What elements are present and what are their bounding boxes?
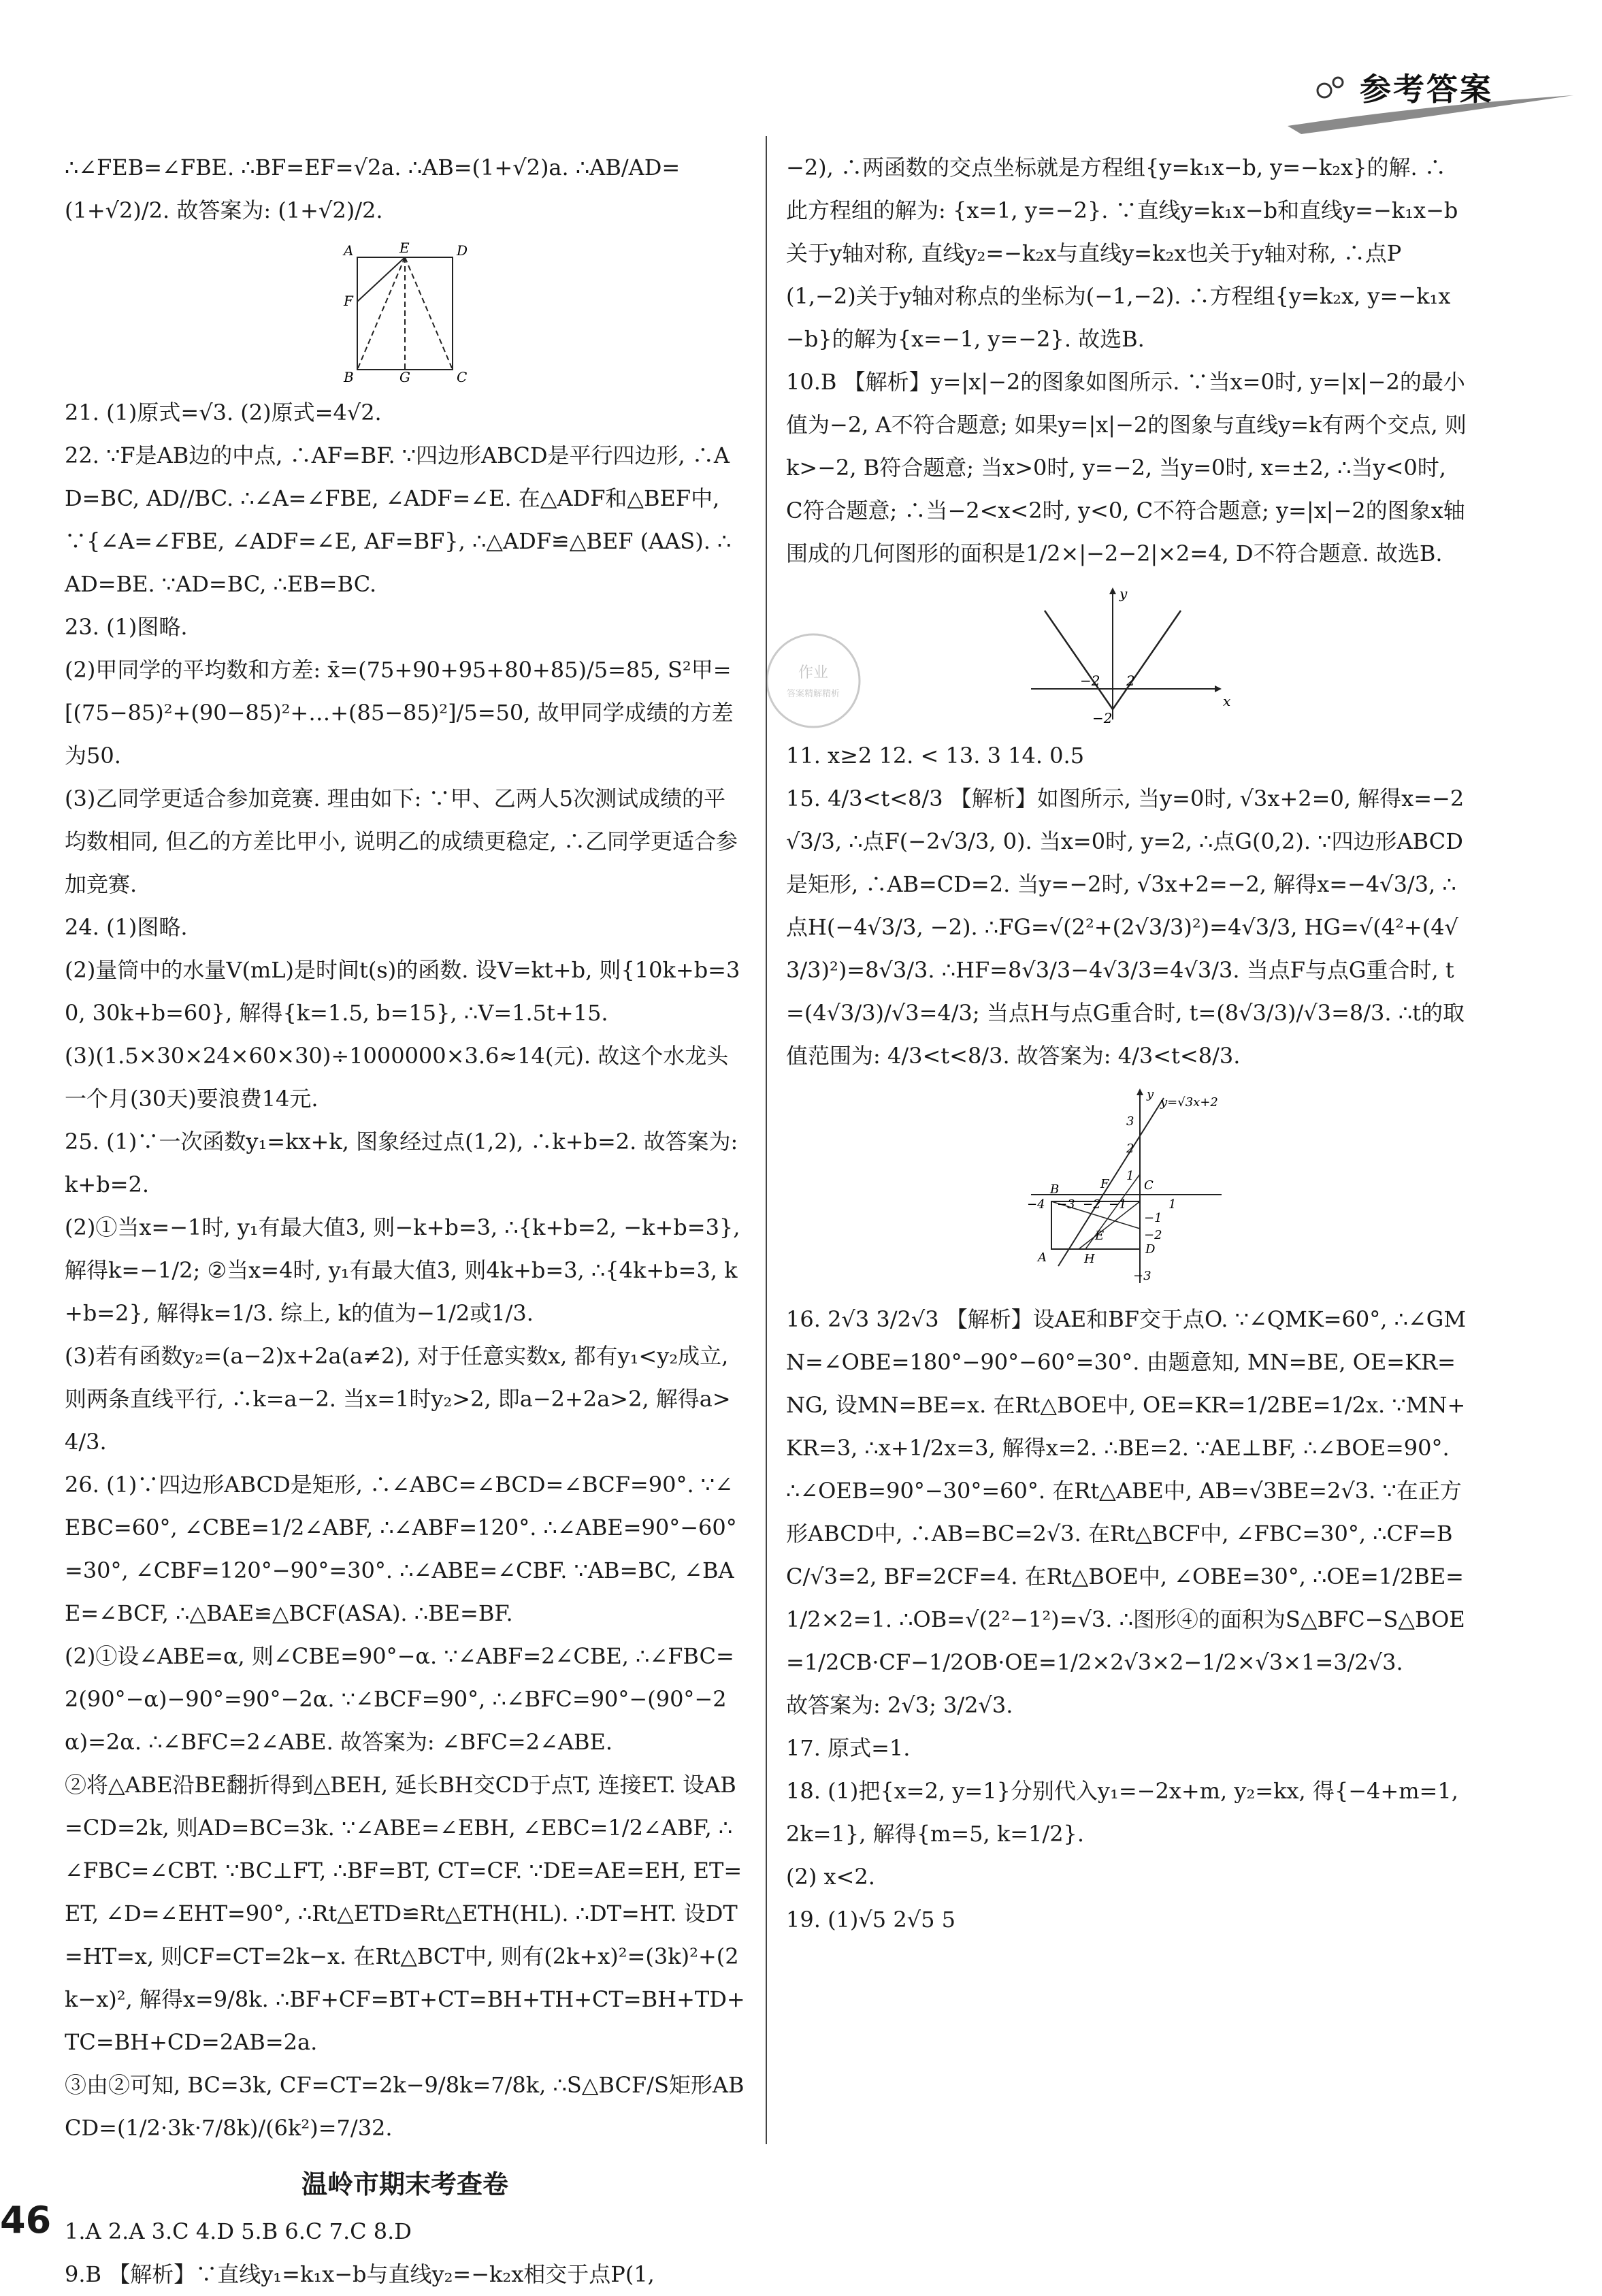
- line-graph-equation: y=√3x+2: [1160, 1095, 1218, 1110]
- answer-19: 19. (1)√5 2√5 5: [786, 1907, 955, 1933]
- answer-24-1: 24. (1)图略.: [65, 914, 188, 940]
- answer-15: 15. 4/3<t<8/3 【解析】如图所示, 当y=0时, √3x+2=0, 解得x=−2√3/3, ∴点F(−2√3/3, 0). 当x=0时, y=2, ∴点G(0,2). ∵四边形ABCD是矩形, ∴AB=CD=2. 当y=−2时, √3x+2=−2, 解得x=−4√3/3, ∴点H(−4√3/3, −2). ∴FG=√(2²+(2√3/3)²)=4√3/3, HG=√(4²+(4√3/3)²)=8√3/3. ∴HF=8√3/3−4√3/3=4√3/3. 当点F与点G重合时, t=(4√3/3)/√3=4/3; 当点H与点G重合时, t=(8√3/3)/√3=8/3. ∴t的取值范围为: 4/3<t<8/3. 故答案为: 4/3<t<8/3.: [786, 786, 1465, 1069]
- fig-label-f: F: [344, 293, 353, 309]
- rectangle-figure: [337, 240, 473, 383]
- answer-23-2: (2)甲同学的平均数和方差: x̄=(75+90+95+80+85)/5=85, S²甲=[(75−85)²+(90−85)²+…+(85−85)²]/5=50, 故甲同学成绩的方差为50.: [65, 657, 734, 769]
- left-column: [65, 146, 745, 2296]
- answers-11-14: 11. x≥2 12. < 13. 3 14. 0.5: [786, 743, 1085, 769]
- right-column: [786, 146, 1467, 1941]
- section-title: 温岭市期末考查卷: [301, 2169, 508, 2199]
- fig-label-c: C: [457, 369, 468, 385]
- answer-23-3: (3)乙同学更适合参加竞赛. 理由如下: ∵甲、乙两人5次测试成绩的平均数相同, 但乙的方差比甲小, 说明乙的成绩更稳定, ∴乙同学更适合参加竞赛.: [65, 786, 738, 897]
- answer-20-cont-a: ∴∠FEB=∠FBE. ∴BF=EF=√2a. ∴AB=(1+√2)a. ∴AB/AD=: [65, 155, 681, 180]
- header-title: 参考答案: [1360, 71, 1493, 108]
- answer-22: 22. ∵F是AB边的中点, ∴AF=BF. ∵四边形ABCD是平行四边形, ∴AD=BC, AD//BC. ∴∠A=∠FBE, ∠ADF=∠E. 在△ADF和△BEF中, ∵{∠A=∠FBE, ∠ADF=∠E, AF=BF}, ∴△ADF≌△BEF (AAS). ∴AD=BE. ∵AD=BC, ∴EB=BC.: [65, 442, 732, 597]
- line-graph-xtick-m1: −1: [1109, 1197, 1127, 1212]
- answer-24-2: (2)量筒中的水量V(mL)是时间t(s)的函数. 设V=kt+b, 则{10k+b=30, 30k+b=60}, 解得{k=1.5, b=15}, ∴V=1.5t+15.: [65, 957, 740, 1026]
- abs-graph-two: 2: [1126, 673, 1135, 689]
- line-graph-xtick-m3: −3: [1057, 1197, 1075, 1212]
- line-graph-label-e: E: [1095, 1229, 1105, 1243]
- answer-20-cont-b: (1+√2)/2. 故答案为: (1+√2)/2.: [65, 197, 383, 223]
- answer-21: 21. (1)原式=√3. (2)原式=4√2.: [65, 400, 382, 425]
- line-graph-tick-m1: −1: [1144, 1211, 1162, 1225]
- abs-graph-neg2-bottom: −2: [1092, 710, 1113, 726]
- line-graph-tick-m2: −2: [1144, 1228, 1162, 1242]
- answer-24-3: (3)(1.5×30×24×60×30)÷1000000×3.6≈14(元). 故这个水龙头一个月(30天)要浪费14元.: [65, 1043, 729, 1112]
- answer-25-3: (3)若有函数y₂=(a−2)x+2a(a≠2), 对于任意实数x, 都有y₁<y₂成立, 则两条直线平行, ∴k=a−2. 当x=1时y₂>2, 即a−2+2a>2, 解得a>4/3.: [65, 1343, 731, 1455]
- answer-25-1: 25. (1)∵一次函数y₁=kx+k, 图象经过点(1,2), ∴k+b=2. 故答案为: k+b=2.: [65, 1129, 738, 1197]
- answer-26-2-a: (2)①设∠ABE=α, 则∠CBE=90°−α. ∵∠ABF=2∠CBE, ∴∠FBC=2(90°−α)−90°=90°−2α. ∵∠BCF=90°, ∴∠BFC=90°−(90°−2α)=2α. ∴∠BFC=2∠ABE. 故答案为: ∠BFC=2∠ABE.: [65, 1643, 734, 1755]
- answer-25-2: (2)①当x=−1时, y₁有最大值3, 则−k+b=3, ∴{k+b=2, −k+b=3}, 解得k=−1/2; ②当x=4时, y₁有最大值3, 则4k+b=3, ∴{4k+b=3, k+b=2}, 解得k=1/3. 综上, k的值为−1/2或1/3.: [65, 1214, 740, 1326]
- answer-18-2: (2) x<2.: [786, 1864, 875, 1890]
- fig-label-a: A: [344, 242, 354, 259]
- abs-graph-y-label: y: [1119, 585, 1128, 602]
- line-graph-tick-3: 3: [1126, 1114, 1134, 1129]
- answer-16: 16. 2√3 3/2√3 【解析】设AE和BF交于点O. ∵∠QMK=60°, ∴∠GMN=∠OBE=180°−90°−60°=30°. 由题意知, MN=BE, OE=KR=NG, 设MN=BE=x. 在Rt△BOE中, OE=KR=1/2BE=1/2x. ∵MN+KR=3, ∴x+1/2x=3, 解得x=2. ∴BE=2. ∵AE⊥BF, ∴∠BOE=90°. ∴∠OEB=90°−30°=60°. 在Rt△ABE中, AB=√3BE=2√3. ∵在正方形ABCD中, ∴AB=BC=2√3. 在Rt△BCF中, ∠FBC=30°, ∴CF=BC/√3=2, BF=2CF=4. 在Rt△BOE中, ∠OBE=30°, ∴OE=1/2BE=1/2×2=1. ∴OB=√(2²−1²)=√3. ∴图形④的面积为S△BFC−S△BOE=1/2CB·CF−1/2OB·OE=1/2×2√3×2−1/2×√3×1=3/2√3.: [786, 1306, 1467, 1675]
- abs-graph-x-label: x: [1223, 693, 1231, 709]
- mc-answers: 1.A 2.A 3.C 4.D 5.B 6.C 7.C 8.D: [65, 2218, 412, 2244]
- answer-9-start: 9.B 【解析】∵直线y₁=k₁x−b与直线y₂=−k₂x相交于点P(1,: [65, 2261, 655, 2287]
- answer-26-3: ③由②可知, BC=3k, CF=CT=2k−9/8k=7/8k, ∴S△BCF/S矩形ABCD=(1/2·3k·7/8k)/(6k²)=7/32.: [65, 2072, 745, 2141]
- page-header: [1315, 65, 1493, 110]
- answer-26-2-b: ②将△ABE沿BE翻折得到△BEH, 延长BH交CD于点T, 连接ET. 设AB=CD=2k, 则AD=BC=3k. ∵∠ABE=∠EBH, ∠EBC=1/2∠ABF, ∴∠FBC=∠CBT. ∵BC⊥FT, ∴BF=BT, CT=CF. ∵DE=AE=EH, ET=ET, ∠D=∠EHT=90°, ∴Rt△ETD≌Rt△ETH(HL). ∴DT=HT. 设DT=HT=x, 则CF=CT=2k−x. 在Rt△BCT中, 则有(2k+x)²=(3k)²+(2k−x)², 解得x=9/8k. ∴BF+CF=BT+CT=BH+TH+CT=BH+TD+TC=BH+CD=2AB=2a.: [65, 1772, 745, 2055]
- line-graph-tick-1: 1: [1126, 1169, 1134, 1183]
- answer-16-final: 故答案为: 2√3; 3/2√3.: [786, 1692, 1013, 1718]
- fig-label-d: D: [457, 242, 468, 259]
- page-number: 46: [0, 2199, 52, 2242]
- answer-10: 10.B 【解析】y=|x|−2的图象如图所示. ∵当x=0时, y=|x|−2的最小值为−2, A不符合题意; 如果y=|x|−2的图象与直线y=k有两个交点, 则k>−2, B符合题意; 当x>0时, y=−2, 当y=0时, x=±2, ∴当y<0时, C符合题意; ∴当−2<x<2时, y<0, C不符合题意; y=|x|−2的图象x轴围成的几何图形的面积是1/2×|−2−2|×2=4, D不符合题意. 故选B.: [786, 369, 1467, 566]
- line-graph-label-d: D: [1145, 1242, 1156, 1257]
- line-graph-xtick-1: 1: [1168, 1197, 1177, 1212]
- column-divider: [766, 136, 767, 2144]
- stamp-line-1: 作业: [798, 664, 829, 681]
- answer-9-cont: −2), ∴两函数的交点坐标就是方程组{y=k₁x−b, y=−k₂x}的解. ∴此方程组的解为: {x=1, y=−2}. ∵直线y=k₁x−b和直线y=−k₁x−b关于y轴对称, 直线y₂=−k₂x与直线y=k₂x也关于y轴对称, ∴点P(1,−2)关于y轴对称点的坐标为(−1,−2). ∴方程组{y=k₂x, y=−k₁x−b}的解为{x=−1, y=−2}. 故选B.: [786, 155, 1458, 352]
- line-graph-xtick-m2: −2: [1083, 1197, 1101, 1212]
- stamp-line-2: 答案精解精析: [786, 689, 840, 699]
- abs-value-graph: [1024, 583, 1231, 726]
- fig-label-b: B: [344, 369, 354, 385]
- answer-26-1: 26. (1)∵四边形ABCD是矩形, ∴∠ABC=∠BCD=∠BCF=90°. ∵∠EBC=60°, ∠CBE=1/2∠ABF, ∴∠ABF=120°. ∴∠ABE=90°−60°=30°, ∠CBF=120°−90°=30°. ∴∠ABE=∠CBF. ∵AB=BC, ∠BAE=∠BCF, ∴△BAE≌△BCF(ASA). ∴BE=BF.: [65, 1472, 737, 1626]
- fig-label-e: E: [399, 240, 410, 256]
- line-graph-label-f: F: [1100, 1177, 1109, 1191]
- answer-23-1: 23. (1)图略.: [65, 614, 188, 640]
- answer-18-1: 18. (1)把{x=2, y=1}分别代入y₁=−2x+m, y₂=kx, 得{−4+m=1, 2k=1}, 解得{m=5, k=1/2}.: [786, 1778, 1458, 1847]
- line-graph-label-c: C: [1144, 1178, 1154, 1193]
- abs-graph-neg2-left: −2: [1080, 673, 1100, 689]
- watermark-stamp: [762, 630, 864, 732]
- line-graph-y-label: y: [1147, 1087, 1154, 1101]
- line-graph-label-h: H: [1084, 1252, 1095, 1266]
- line-graph-tick-m3: −3: [1133, 1269, 1151, 1283]
- linear-function-graph: [1024, 1086, 1228, 1290]
- line-graph-label-b: B: [1050, 1182, 1060, 1197]
- line-graph-label-a: A: [1038, 1250, 1047, 1265]
- answer-17: 17. 原式=1.: [786, 1735, 911, 1761]
- line-graph-xtick-m4: −4: [1027, 1197, 1045, 1212]
- fig-label-g: G: [399, 369, 410, 385]
- line-graph-tick-2: 2: [1126, 1142, 1134, 1156]
